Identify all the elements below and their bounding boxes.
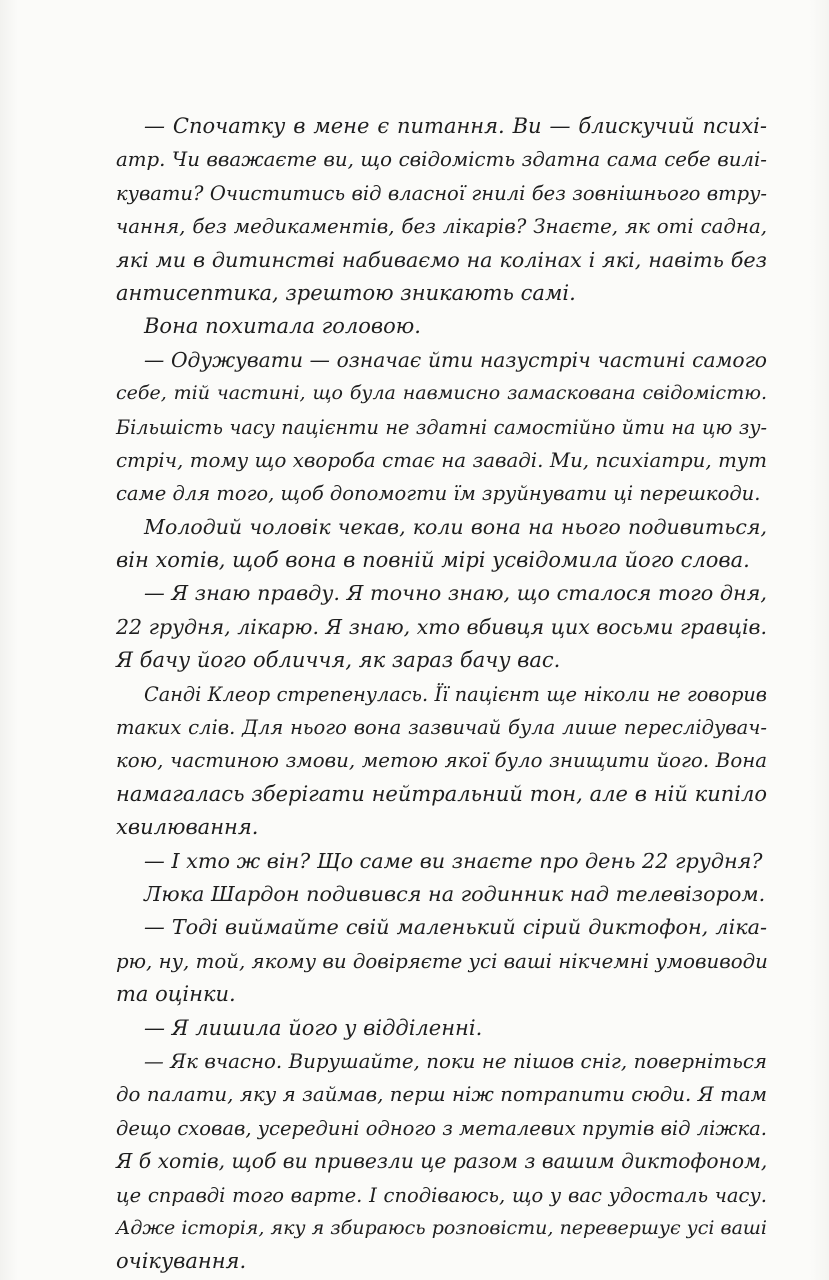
- text-line: таких слів. Для нього вона зазвичай була лише переслідувач-: [116, 716, 767, 740]
- page-text: [116, 110, 767, 1279]
- text-line: Вона похитала головою.: [144, 314, 421, 339]
- text-line: Санді Клеор стрепенулась. Її пацієнт ще ніколи не говорив: [144, 682, 767, 706]
- text-line: очікування.: [116, 1249, 247, 1274]
- text-line: Адже історія, яку я збираюсь розповісти, перевершує усі ваші: [116, 1216, 767, 1239]
- text-line: рю, ну, той, якому ви довіряєте усі ваші нікчемні умовиводи: [116, 949, 768, 973]
- text-line: антисептика, зрештою зникають самі.: [116, 280, 576, 305]
- text-line: кувати? Очиститись від власної гнилі без зовнішнього втру-: [116, 181, 767, 205]
- text-line: які ми в дитинстві набиваємо на колінах і які, навіть без: [116, 247, 767, 272]
- text-line: — Як вчасно. Вирушайте, поки не пішов сніг, поверніться: [144, 1049, 767, 1073]
- text-line: Я б хотів, щоб ви привезли це разом з вашим диктофоном,: [116, 1149, 768, 1174]
- text-line: кою, частиною змови, метою якої було знищити його. Вона: [116, 749, 767, 773]
- text-line: себе, тій частині, що була навмисно замаскована свідомістю.: [116, 382, 767, 405]
- text-line: — Одужувати — означає йти назустріч частині самого: [144, 347, 767, 372]
- text-line: стріч, тому що хвороба стає на заваді. Ми, психіатри, тут: [116, 448, 767, 472]
- text-line: чання, без медикаментів, без лікарів? Знаєте, як оті садна,: [116, 215, 767, 239]
- text-line: — Я лишила його у відділенні.: [144, 1015, 483, 1040]
- text-line: Я бачу його обличчя, як зараз бачу вас.: [116, 648, 561, 673]
- text-line: він хотів, щоб вона в повній мірі усвідомила його слова.: [116, 548, 750, 573]
- text-line: Більшість часу пацієнти не здатні самостійно йти на цю зу-: [116, 415, 767, 439]
- text-line: та оцінки.: [116, 982, 236, 1007]
- text-line: дещо сховав, усередині одного з металевих прутів від ліжка.: [116, 1116, 767, 1140]
- text-line: це справді того варте. І сподіваюсь, що у вас удосталь часу.: [116, 1183, 767, 1207]
- text-line: 22 грудня, лікарю. Я знаю, хто вбивця цих восьми гравців.: [116, 614, 767, 639]
- text-line: — Я знаю правду. Я точно знаю, що сталося того дня,: [144, 581, 767, 606]
- text-line: Люка Шардон подивився на годинник над телевізором.: [144, 881, 766, 906]
- text-line: — І хто ж він? Що саме ви знаєте про день 22 грудня?: [144, 848, 763, 873]
- text-line: намагалась зберігати нейтральний тон, але в ній кипіло: [116, 781, 767, 806]
- text-line: хвилювання.: [116, 815, 259, 840]
- text-line: — Спочатку в мене є питання. Ви — блискучий психі-: [144, 114, 767, 138]
- text-line: саме для того, щоб допомогти їм зруйнувати ці перешкоди.: [116, 482, 761, 506]
- text-line: до палати, яку я займав, перш ніж потрапити сюди. Я там: [116, 1083, 767, 1107]
- text-line: Молодий чоловік чекав, коли вона на нього подивиться,: [144, 514, 767, 539]
- text-line: — Тоді виймайте свій маленький сірий диктофон, ліка-: [144, 915, 767, 940]
- text-line: атр. Чи вважаєте ви, що свідомість здатна сама себе вилі-: [116, 148, 767, 172]
